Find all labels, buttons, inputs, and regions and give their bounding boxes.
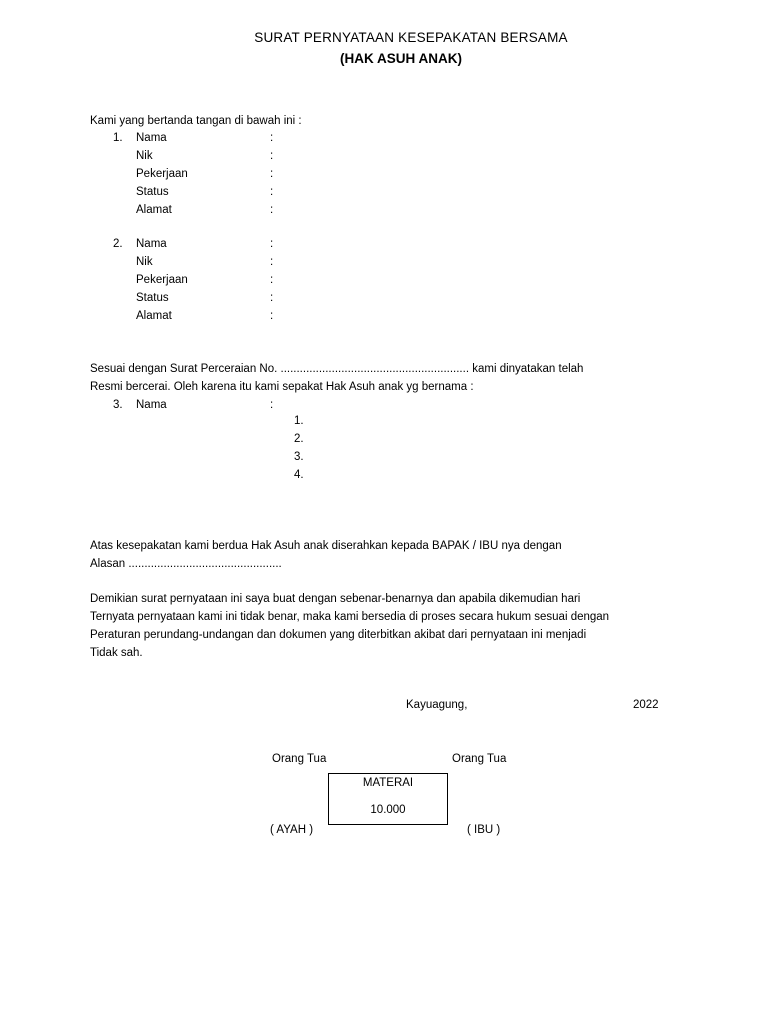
party2-status-label: Status (136, 292, 169, 304)
party2-nik-colon: : (270, 256, 274, 268)
party1-address-colon: : (270, 204, 274, 216)
closing-line-2: Ternyata pernyataan kami ini tidak benar, maka kami bersedia di proses secara hukum sesuai dengan (90, 611, 610, 623)
party2-name-label: Nama (136, 238, 167, 250)
intro-text: Kami yang bertanda tangan di bawah ini : (90, 115, 302, 127)
children-name-label: Nama (136, 399, 167, 411)
year-text: 2022 (633, 699, 659, 711)
party1-number: 1. (113, 132, 123, 144)
party1-address-label: Alamat (136, 204, 172, 216)
party2-name-colon: : (270, 238, 274, 250)
closing-line-3: Peraturan perundang-undangan dan dokumen yang diterbitkan akibat dari pernyataan ini menjadi (90, 629, 587, 641)
child-item-3: 3. (294, 451, 304, 463)
divorce-line-1: Sesuai dengan Surat Perceraian No. ........................................................... kami dinyatakan telah (90, 363, 584, 375)
child-item-2: 2. (294, 433, 304, 445)
child-item-1: 1. (294, 415, 304, 427)
party2-nik-label: Nik (136, 256, 153, 268)
closing-line-1: Demikian surat pernyataan ini saya buat dengan sebenar-benarnya dan apabila dikemudian hari (90, 593, 581, 605)
party1-status-colon: : (270, 186, 274, 198)
place-text: Kayuagung, (406, 699, 468, 711)
party1-name-label: Nama (136, 132, 167, 144)
left-signature-label: Orang Tua (272, 753, 327, 765)
party1-status-label: Status (136, 186, 169, 198)
party1-job-colon: : (270, 168, 274, 180)
right-signature-label: Orang Tua (452, 753, 507, 765)
party2-address-colon: : (270, 310, 274, 322)
party1-name-colon: : (270, 132, 274, 144)
divorce-line-2: Resmi bercerai. Oleh karena itu kami sepakat Hak Asuh anak yg bernama : (90, 381, 474, 393)
children-name-colon: : (270, 399, 274, 411)
party1-job-label: Pekerjaan (136, 168, 188, 180)
child-item-4: 4. (294, 469, 304, 481)
closing-line-4: Tidak sah. (90, 647, 143, 659)
party2-number: 2. (113, 238, 123, 250)
document-subtitle: (HAK ASUH ANAK) (340, 51, 462, 66)
party1-nik-label: Nik (136, 150, 153, 162)
party2-job-colon: : (270, 274, 274, 286)
party2-address-label: Alamat (136, 310, 172, 322)
party2-job-label: Pekerjaan (136, 274, 188, 286)
party1-nik-colon: : (270, 150, 274, 162)
father-role-label: ( AYAH ) (270, 824, 314, 836)
agreement-line-2: Alasan ................................................ (90, 558, 282, 570)
children-number: 3. (113, 399, 123, 411)
document-title: SURAT PERNYATAAN KESEPAKATAN BERSAMA (254, 30, 568, 45)
mother-role-label: ( IBU ) (467, 824, 501, 836)
materai-label: MATERAI (362, 777, 414, 789)
agreement-line-1: Atas kesepakatan kami berdua Hak Asuh anak diserahkan kepada BAPAK / IBU nya dengan (90, 540, 562, 552)
materai-value: 10.000 (370, 804, 406, 816)
party2-status-colon: : (270, 292, 274, 304)
materai-stamp-box (328, 773, 448, 825)
